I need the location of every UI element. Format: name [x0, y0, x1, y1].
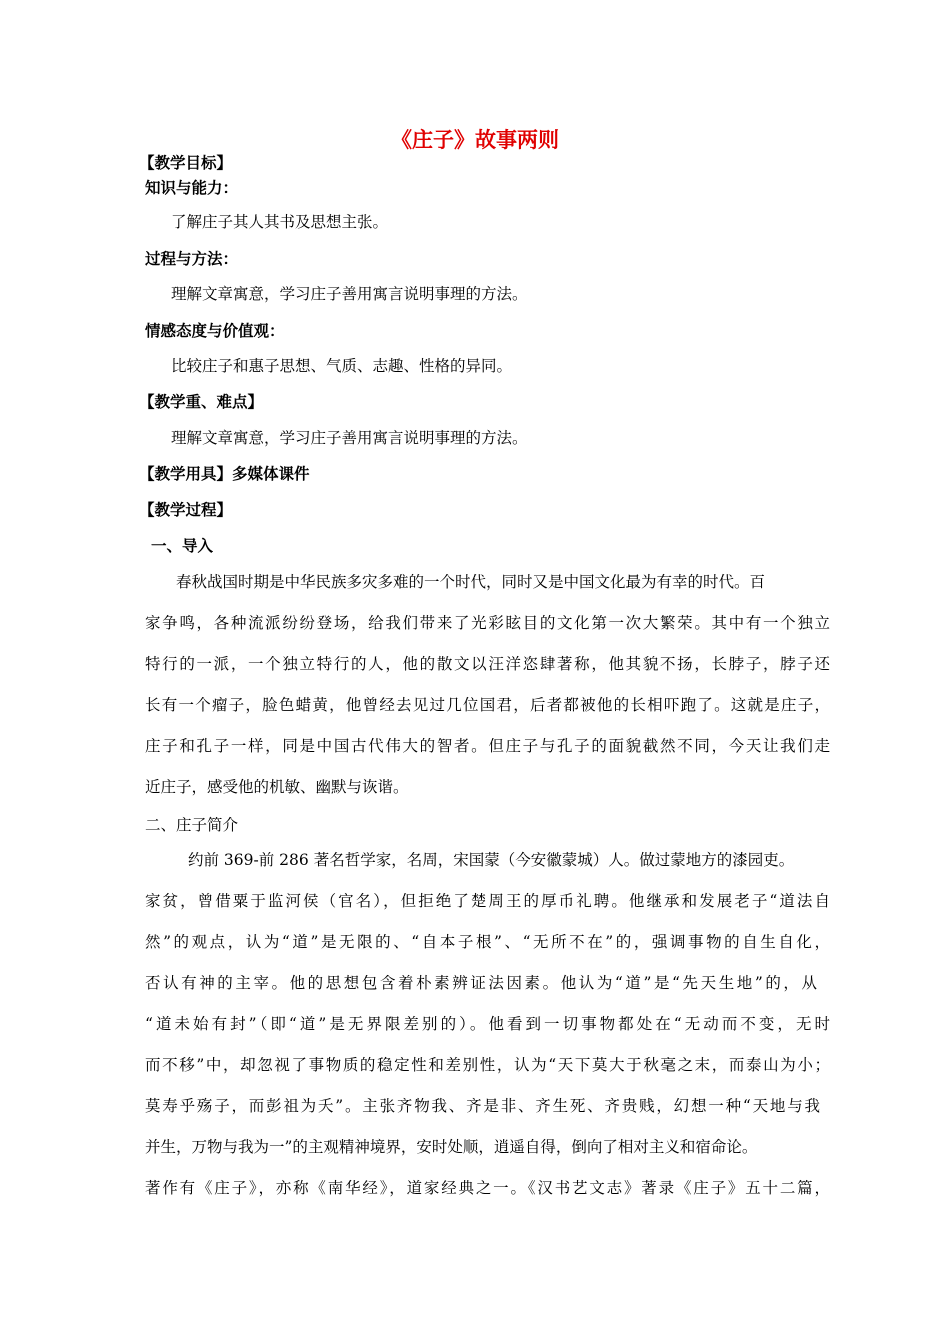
bio-line: 著作有《庄子》，亦称《南华经》，道家经典之一。《汉书艺文志》著录《庄子》五十二篇，	[145, 1179, 830, 1197]
emotion-heading: 情感态度与价值观：	[145, 322, 285, 340]
document-title: 《庄子》故事两则	[391, 128, 559, 152]
bio-line: 否认有神的主宰。他的思想包含着朴素辨证法因素。他认为“道”是“先天生地”的，从	[145, 974, 817, 992]
key-text: 理解文章寓意，学习庄子善用寓言说明事理的方法。	[171, 429, 528, 447]
goal-heading: 【教学目标】	[139, 154, 233, 172]
intro-line: 近庄子，感受他的机敏、幽默与诙谐。	[145, 778, 409, 796]
knowledge-text: 了解庄子其人其书及思想主张。	[171, 213, 389, 231]
process-heading: 过程与方法：	[145, 250, 239, 268]
bio-line: 家贫，曾借粟于监河侯（官名），但拒绝了楚周王的厚币礼聘。他继承和发展老子“道法自	[145, 892, 830, 910]
intro-line: 长有一个瘤子，脸色蜡黄，他曾经去见过几位国君，后者都被他的长相吓跑了。这就是庄子，	[145, 696, 830, 714]
intro-heading: 一、导入	[151, 537, 214, 555]
bio-line: 并生，万物与我为一”的主观精神境界，安时处顺，逍遥自得，倒向了相对主义和宿命论。	[145, 1138, 758, 1156]
bio-line: 然”的观点，认为“道”是无限的、“自本子根”、“无所不在”的，强调事物的自生自化，	[145, 933, 830, 951]
intro-line: 家争鸣，各种流派纷纷登场，给我们带来了光彩眩目的文化第一次大繁荣。其中有一个独立	[145, 614, 830, 632]
bio-heading: 二、庄子简介	[145, 816, 239, 834]
bio-line: “道未始有封”（即“道”是无界限差别的）。他看到一切事物都处在“无动而不变，无时	[145, 1015, 830, 1033]
knowledge-heading: 知识与能力：	[145, 179, 239, 197]
tools-line: 【教学用具】多媒体课件	[139, 465, 310, 483]
bio-line: 约前 369-前 286 著名哲学家，名周，宋国蒙（今安徽蒙城）人。做过蒙地方的漆园吏。	[188, 851, 795, 869]
key-heading: 【教学重、难点】	[139, 393, 264, 411]
process-text: 理解文章寓意，学习庄子善用寓言说明事理的方法。	[171, 285, 528, 303]
bio-line: 莫寿乎殇子，而彭祖为夭”。主张齐物我、齐是非、齐生死、齐贵贱，幻想一种“天地与我	[145, 1097, 820, 1115]
bio-line: 而不移”中，却忽视了事物质的稳定性和差别性，认为“天下莫大于秋毫之末，而泰山为小；	[145, 1056, 830, 1074]
intro-line: 特行的一派，一个独立特行的人，他的散文以汪洋恣肆著称，他其貌不扬，长脖子，脖子还	[145, 655, 830, 673]
emotion-text: 比较庄子和惠子思想、气质、志趣、性格的异同。	[171, 357, 513, 375]
intro-line: 春秋战国时期是中华民族多灾多难的一个时代，同时又是中国文化最为有幸的时代。百	[176, 573, 766, 591]
procedure-heading: 【教学过程】	[139, 501, 233, 519]
intro-line: 庄子和孔子一样，同是中国古代伟大的智者。但庄子与孔子的面貌截然不同，今天让我们走	[145, 737, 830, 755]
